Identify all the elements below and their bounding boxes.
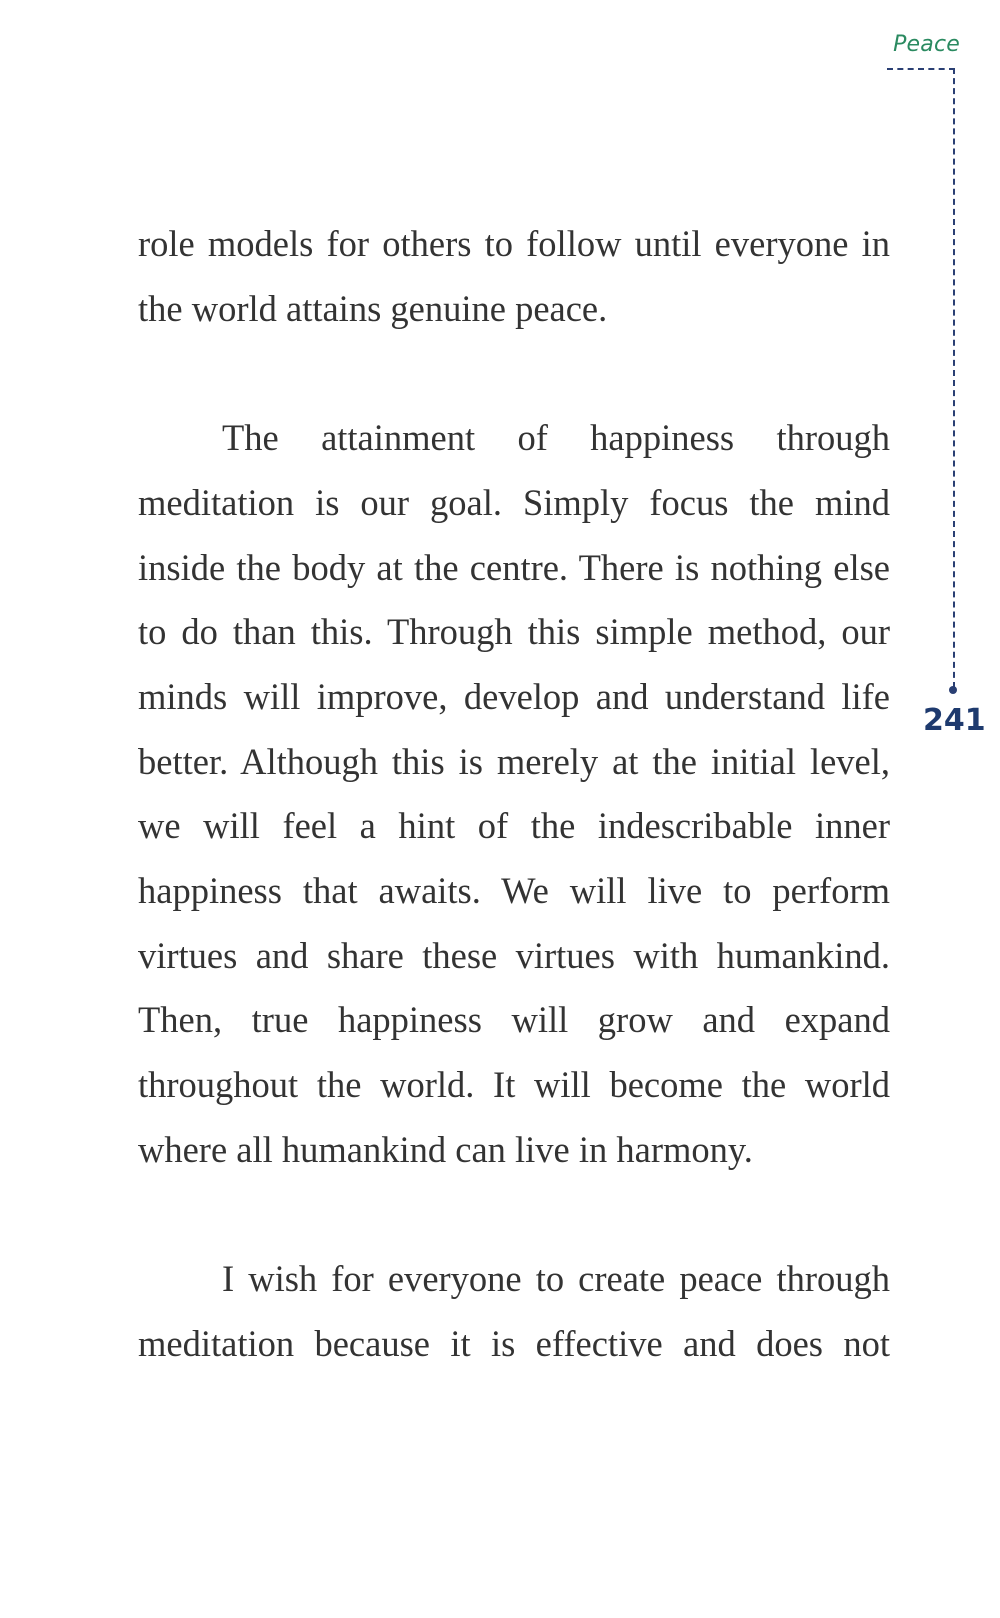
page-number: 241 — [923, 703, 986, 738]
paragraph-wish-peace: I wish for everyone to create peace through meditation because it is effective and does not — [138, 1258, 890, 1364]
guide-line-horizontal — [887, 68, 955, 70]
guide-line-dot — [949, 686, 957, 694]
paragraph-happiness-meditation: The attainment of happiness through meditation is our goal. Simply focus the mind inside the body at the centre. There is nothing else to do than this. Through this simple method, our minds will improve, develop and understand life better. Although this is merely at the initial level, we will feel a hint of the indescribable inner happiness that awaits. We will live to perform virtues and share these virtues with humankind. Then, true happiness will grow and expand throughout the world. It will become the world where all humankind can live in harmony. — [138, 417, 890, 1170]
body-text — [138, 212, 890, 1441]
guide-line-vertical — [953, 68, 955, 688]
paragraph-continuation: role models for others to follow until everyone in the world attains genuine peace. — [138, 223, 890, 329]
running-head-title: Peace — [893, 32, 960, 57]
